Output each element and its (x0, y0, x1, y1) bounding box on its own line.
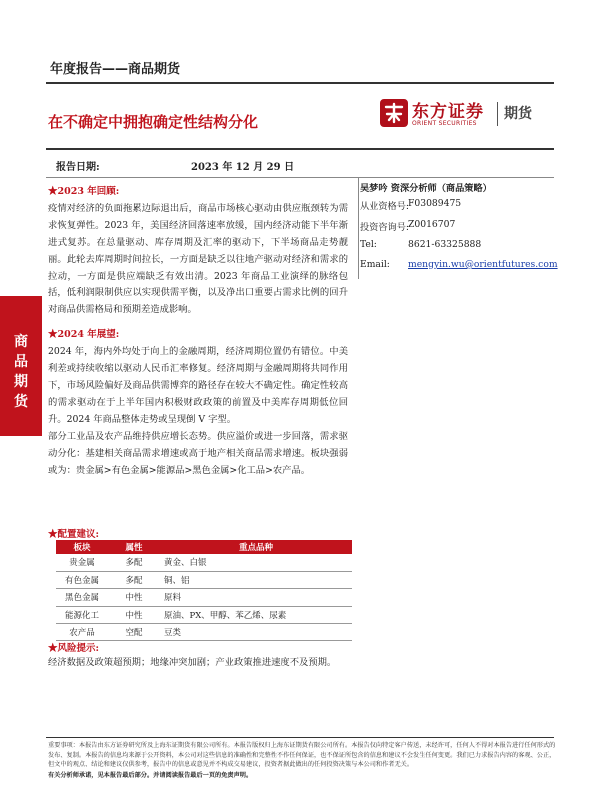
table-header-cell: 重点品种 (160, 540, 352, 554)
header-rule (46, 82, 554, 84)
table-row (56, 589, 352, 606)
allocation-title: ★配置建议: (48, 529, 100, 540)
orient-logo-icon (380, 99, 408, 127)
table-header-cell: 属性 (108, 540, 160, 554)
table-cell-sector: 能源化工 (56, 606, 108, 623)
report-date-bar (46, 148, 554, 178)
table-cell-sector: 贵金属 (56, 554, 108, 571)
footer-rule (46, 737, 554, 738)
table-cell-products: 铜、铝 (160, 571, 352, 588)
table-cell-sector: 有色金属 (56, 571, 108, 588)
analyst-name: 吴梦吟 资深分析师（商品策略） (360, 183, 492, 194)
analyst-info-label: Email: (360, 259, 390, 270)
analyst-info-label: Tel: (360, 239, 377, 250)
footer-note: 有关分析师承诺，见本报告最后部分。并请阅读报告最后一页的免责声明。 (48, 772, 253, 779)
analyst-info-value: Z0016707 (408, 219, 456, 230)
risk-title: ★风险提示: (48, 643, 100, 654)
outlook-text-2: 部分工业品及农产品维持供应增长态势。供应溢价或进一步回落，需求驱动分化：基建相关商品需求增速或高于地产相关商品需求增速。板块强弱或为：贵金属>有色金属>能源品>黑色金属>化工品>农产品。 (48, 430, 348, 476)
table-cell-stance: 空配 (108, 624, 160, 641)
logo-text-cn: 东方证券 (412, 102, 484, 122)
table-header-row (56, 540, 352, 554)
allocation-table (56, 540, 352, 641)
outlook-title: ★2024 年展望: (48, 329, 120, 341)
analyst-info-value: F03089475 (408, 198, 462, 209)
table-cell-stance: 多配 (108, 554, 160, 571)
review-title: ★2023 年回顾: (48, 186, 120, 197)
main-body (48, 184, 348, 479)
table-cell-products: 原油、PX、甲醇、苯乙烯、尿素 (160, 606, 352, 623)
company-logo (380, 96, 540, 136)
side-tab-char: 商 (14, 334, 28, 350)
table-row (56, 554, 352, 571)
logo-futures: 期货 (504, 106, 532, 122)
table-cell-products: 黄金、白银 (160, 554, 352, 571)
table-cell-stance: 中性 (108, 589, 160, 606)
outlook-text-1: 2024 年，海内外均处于向上的金融周期，经济周期位置仍有错位。中美利差或持续收缩以驱动人民币汇率修复。经济周期与金融周期将共同作用下，市场风险偏好及商品供需博弈的路径存在较大不确定性。确定性较高的需求驱动在于上半年国内积极财政政策的前置及中美库存周期低位回升。2024 年商品整体走势或呈现倒 V 字型。 (48, 346, 348, 425)
side-tab-char: 货 (14, 394, 28, 410)
analyst-info-value: 8621-63325888 (408, 239, 482, 250)
analyst-info-label: 投资咨询号: (360, 222, 410, 233)
logo-separator (497, 102, 498, 126)
table-cell-products: 豆类 (160, 624, 352, 641)
table-row (56, 571, 352, 588)
risk-text: 经济数据及政策超预期；地缘冲突加剧；产业政策推进速度不及预期。 (48, 657, 337, 668)
report-date-label: 报告日期: (56, 162, 100, 173)
report-category: 年度报告——商品期货 (50, 62, 181, 77)
analyst-email-link[interactable]: mengyin.wu@orientfutures.com (408, 259, 558, 270)
footer-disclaimer: 重要事项：本报告由东方证券研究所及上海东证期货有限公司所有。本报告版权归上海东证期货有限公司所有。本报告仅向特定客户传送，未经许可，任何人不得对本报告进行任何形式的发布、复制。本报告的信息均来源于公开资料，本公司对这些信息的准确性和完整性不作任何保证，也不保证所包含的信息和建议不会发生任何变更。我们已力求报告内容的客观、公正，但文中的观点、结论和建议仅供参考，报告中的信息或意见并不构成交易建议，投资者据此做出的任何投资决策与本公司和作者无关。 (48, 742, 556, 769)
table-row (56, 606, 352, 623)
logo-text-en: ORIENT SECURITIES (412, 120, 477, 127)
side-category-tab (0, 296, 42, 436)
side-tab-char: 期 (14, 374, 28, 390)
report-date-value: 2023 年 12 月 29 日 (191, 162, 295, 173)
table-cell-stance: 多配 (108, 571, 160, 588)
table-cell-sector: 黑色金属 (56, 589, 108, 606)
table-row (56, 624, 352, 641)
table-cell-stance: 中性 (108, 606, 160, 623)
table-cell-products: 原料 (160, 589, 352, 606)
report-title: 在不确定中拥抱确定性结构分化 (48, 113, 259, 131)
analyst-info-label: 从业资格号: (360, 201, 410, 212)
table-header-cell: 板块 (56, 540, 108, 554)
side-tab-char: 品 (14, 354, 28, 370)
review-text: 疫情对经济的负面拖累边际退出后，商品市场核心驱动由供应瓶颈转为需求恢复弹性。2023 年，美国经济回落速率放缓，国内经济动能下半年渐进式复苏。在总量驱动、库存周期及汇率的驱动下，下半场商品走势靓丽。此轮去库周期时间拉长，一方面是缺乏以往地产驱动对经济和需求的拉动，一方面是供应端缺乏有效出清。2023 年商品工业演绎的脉络包括，低利润限制供应以实现供需平衡，以及净出口重要占需求比例的回升对商品供需格局和预期差造成影响。 (48, 202, 348, 316)
table-cell-sector: 农产品 (56, 624, 108, 641)
